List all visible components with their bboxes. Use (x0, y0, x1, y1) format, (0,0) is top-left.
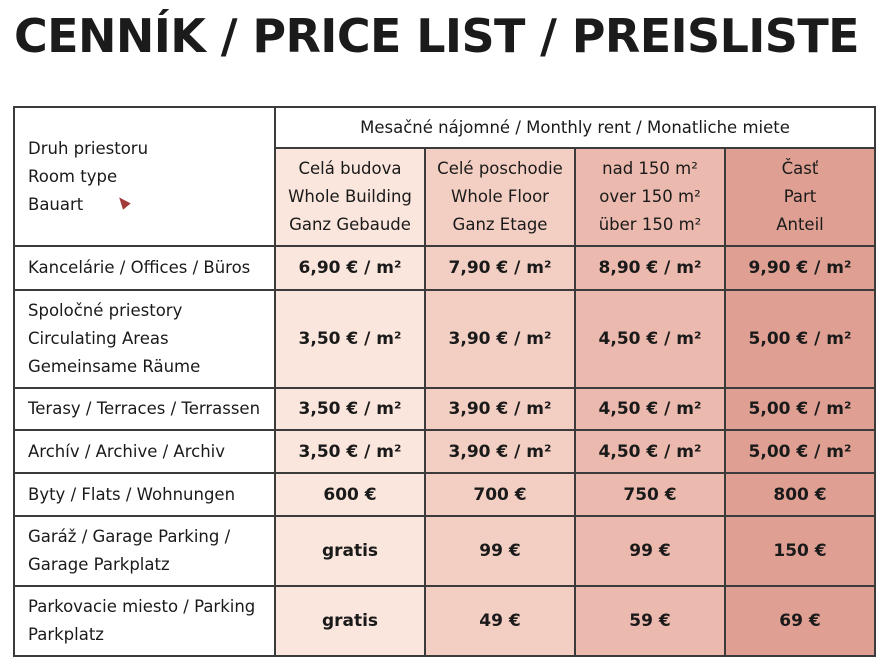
row-label-line: Parkplatz (28, 625, 104, 644)
price-cell: 59 € (575, 586, 725, 656)
table-row (14, 430, 875, 473)
column-header-line: Whole Floor (451, 187, 549, 206)
price-cell: 5,00 € / m² (725, 290, 875, 388)
price-cell: 69 € (725, 586, 875, 656)
price-cell: 6,90 € / m² (275, 246, 425, 290)
column-header-part (725, 148, 875, 246)
page-title: CENNÍK / PRICE LIST / PREISLISTE (14, 9, 859, 63)
row-label-garage-parking (14, 516, 275, 586)
price-cell: 150 € (725, 516, 875, 586)
table-row (14, 516, 875, 586)
price-cell: 3,50 € / m² (275, 388, 425, 430)
column-header-line: Part (783, 187, 817, 206)
column-header-line: Anteil (776, 215, 824, 234)
column-header-whole-building (275, 148, 425, 246)
room-type-en: Room type (28, 166, 118, 186)
row-label-line: Byty / Flats / Wohnungen (28, 484, 236, 504)
row-label-terraces (14, 388, 275, 430)
price-cell: gratis (275, 586, 425, 656)
row-label-line: Gemeinsame Räume (28, 357, 201, 376)
price-cell: 4,50 € / m² (575, 388, 725, 430)
row-label-line: Circulating Areas (28, 329, 169, 348)
row-label-flats (14, 473, 275, 516)
row-label-line: Kancelárie / Offices / Büros (28, 258, 251, 277)
room-type-header (14, 107, 275, 246)
row-label-circulating-areas (14, 290, 275, 388)
column-header-line: nad 150 m² (602, 159, 698, 178)
column-header-line: Whole Building (288, 187, 412, 206)
price-cell: 3,90 € / m² (425, 430, 575, 473)
column-header-whole-floor (425, 148, 575, 246)
room-type-de: Bauart (28, 194, 84, 214)
price-cell: 99 € (425, 516, 575, 586)
table-row (14, 473, 875, 516)
price-cell: 750 € (575, 473, 725, 516)
table-row (14, 388, 875, 430)
room-type-sk: Druh priestoru (28, 138, 149, 158)
row-label-line: Terasy / Terraces / Terrassen (28, 399, 261, 418)
price-cell: 9,90 € / m² (725, 246, 875, 290)
price-cell: 5,00 € / m² (725, 430, 875, 473)
price-cell: 49 € (425, 586, 575, 656)
column-header-line: over 150 m² (599, 187, 701, 206)
row-label-archive (14, 430, 275, 473)
price-table (13, 106, 876, 657)
row-label-line: Garage Parkplatz (28, 555, 170, 574)
row-label-line: Archív / Archive / Archiv (28, 441, 226, 461)
row-label-parking-space (14, 586, 275, 656)
price-cell: 8,90 € / m² (575, 246, 725, 290)
column-header-line: Celá budova (298, 159, 402, 178)
row-label-line: Garáž / Garage Parking / (28, 527, 231, 546)
column-header-line: Celé poschodie (437, 159, 563, 178)
price-cell: 7,90 € / m² (425, 246, 575, 290)
price-cell: 3,90 € / m² (425, 290, 575, 388)
price-cell: 3,50 € / m² (275, 290, 425, 388)
monthly-rent-header: Mesačné nájomné / Monthly rent / Monatliche miete (275, 107, 875, 148)
table-row (14, 586, 875, 656)
price-cell: 3,50 € / m² (275, 430, 425, 473)
price-cell: 600 € (275, 473, 425, 516)
row-label-offices (14, 246, 275, 290)
column-header-line: Časť (781, 159, 819, 178)
price-cell: 800 € (725, 473, 875, 516)
column-header-line: über 150 m² (598, 215, 702, 234)
price-cell: 4,50 € / m² (575, 430, 725, 473)
price-cell: gratis (275, 516, 425, 586)
column-header-over-150 (575, 148, 725, 246)
column-header-line: Ganz Gebaude (289, 215, 411, 234)
row-label-line: Spoločné priestory (28, 301, 183, 320)
price-cell: 5,00 € / m² (725, 388, 875, 430)
price-cell: 3,90 € / m² (425, 388, 575, 430)
price-cell: 99 € (575, 516, 725, 586)
row-label-line: Parkovacie miesto / Parking (28, 597, 256, 616)
price-cell: 4,50 € / m² (575, 290, 725, 388)
column-header-line: Ganz Etage (452, 215, 548, 234)
price-cell: 700 € (425, 473, 575, 516)
table-row (14, 246, 875, 290)
table-row (14, 290, 875, 388)
